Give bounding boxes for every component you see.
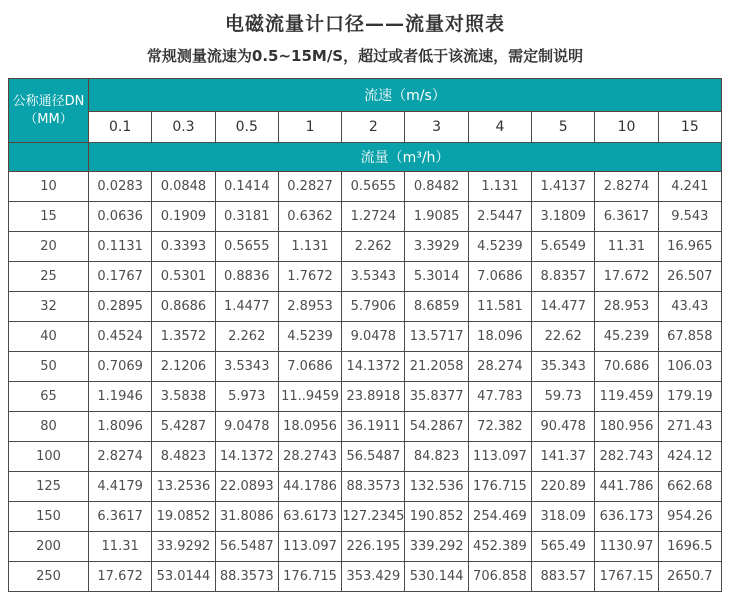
- velocity-header: 流速（m/s）: [89, 79, 722, 112]
- dn-cell: 25: [9, 262, 89, 292]
- flow-value-cell: 8.6859: [405, 292, 468, 322]
- table-row: [9, 382, 722, 412]
- flow-value-cell: 4.5239: [468, 232, 531, 262]
- flow-value-cell: 127.2345: [342, 502, 405, 532]
- flow-value-cell: 43.43: [658, 292, 721, 322]
- velocity-column-header: 1: [278, 112, 341, 143]
- flow-value-cell: 254.469: [468, 502, 531, 532]
- flow-value-cell: 31.8086: [215, 502, 278, 532]
- table-row: [9, 232, 722, 262]
- velocity-values-row: [9, 112, 722, 143]
- flow-value-cell: 452.389: [468, 532, 531, 562]
- flow-value-cell: 23.8918: [342, 382, 405, 412]
- velocity-column-header: 0.1: [89, 112, 152, 143]
- flow-value-cell: 220.89: [532, 472, 595, 502]
- flow-value-cell: 11.31: [595, 232, 658, 262]
- flow-value-cell: 0.2827: [278, 172, 341, 202]
- flow-value-cell: 35.8377: [405, 382, 468, 412]
- flow-value-cell: 3.1809: [532, 202, 595, 232]
- flow-header-spacer: [9, 143, 89, 172]
- flow-value-cell: 0.5655: [215, 232, 278, 262]
- flow-value-cell: 11.31: [89, 532, 152, 562]
- flow-value-cell: 21.2058: [405, 352, 468, 382]
- flow-value-cell: 282.743: [595, 442, 658, 472]
- flow-value-cell: 0.4524: [89, 322, 152, 352]
- flow-value-cell: 0.0848: [152, 172, 215, 202]
- flow-value-cell: 1.1946: [89, 382, 152, 412]
- flow-value-cell: 176.715: [468, 472, 531, 502]
- flow-value-cell: 59.73: [532, 382, 595, 412]
- flow-value-cell: 706.858: [468, 562, 531, 592]
- flow-value-cell: 28.274: [468, 352, 531, 382]
- flow-value-cell: 53.0144: [152, 562, 215, 592]
- flow-value-cell: 9.0478: [342, 322, 405, 352]
- flow-value-cell: 1.131: [278, 232, 341, 262]
- flow-value-cell: 47.783: [468, 382, 531, 412]
- table-row: [9, 442, 722, 472]
- table-row: [9, 172, 722, 202]
- flow-value-cell: 113.097: [468, 442, 531, 472]
- page-subtitle: 常规测量流速为0.5~15M/S，超过或者低于该流速，需定制说明: [146, 47, 584, 65]
- table-row: [9, 532, 722, 562]
- flow-value-cell: 2.8953: [278, 292, 341, 322]
- flow-value-cell: 5.3014: [405, 262, 468, 292]
- flow-value-cell: 0.5301: [152, 262, 215, 292]
- flow-value-cell: 16.965: [658, 232, 721, 262]
- flow-value-cell: 883.57: [532, 562, 595, 592]
- table-row: [9, 202, 722, 232]
- flow-value-cell: 0.2895: [89, 292, 152, 322]
- flow-value-cell: 2.262: [342, 232, 405, 262]
- flow-value-cell: 54.2867: [405, 412, 468, 442]
- flow-value-cell: 88.3573: [342, 472, 405, 502]
- corner-header-line2: （MM）: [24, 111, 73, 127]
- flow-value-cell: 0.8482: [405, 172, 468, 202]
- flow-value-cell: 1.4477: [215, 292, 278, 322]
- flow-value-cell: 113.097: [278, 532, 341, 562]
- flow-value-cell: 0.7069: [89, 352, 152, 382]
- flow-comparison-table: [8, 78, 722, 592]
- flow-value-cell: 9.0478: [215, 412, 278, 442]
- table-row: [9, 562, 722, 592]
- flow-value-cell: 530.144: [405, 562, 468, 592]
- table-row: [9, 322, 722, 352]
- velocity-column-header: 3: [405, 112, 468, 143]
- flow-value-cell: 0.8686: [152, 292, 215, 322]
- flow-table-body: [9, 172, 722, 592]
- flow-value-cell: 90.478: [532, 412, 595, 442]
- flow-value-cell: 2.8274: [595, 172, 658, 202]
- flow-value-cell: 84.823: [405, 442, 468, 472]
- flow-value-cell: 318.09: [532, 502, 595, 532]
- flow-value-cell: 0.3393: [152, 232, 215, 262]
- flow-value-cell: 226.195: [342, 532, 405, 562]
- page-title: 电磁流量计口径——流量对照表: [224, 13, 505, 35]
- flow-value-cell: 441.786: [595, 472, 658, 502]
- flow-value-cell: 179.19: [658, 382, 721, 412]
- dn-cell: 100: [9, 442, 89, 472]
- dn-cell: 250: [9, 562, 89, 592]
- flow-header: 流量（m³/h）: [89, 143, 722, 172]
- flow-value-cell: 88.3573: [215, 562, 278, 592]
- flow-value-cell: 11..9459: [278, 382, 341, 412]
- flow-value-cell: 0.5655: [342, 172, 405, 202]
- dn-cell: 20: [9, 232, 89, 262]
- flow-value-cell: 22.0893: [215, 472, 278, 502]
- table-row: [9, 262, 722, 292]
- dn-cell: 65: [9, 382, 89, 412]
- velocity-header-row: [9, 79, 722, 112]
- dn-cell: 125: [9, 472, 89, 502]
- flow-value-cell: 5.4287: [152, 412, 215, 442]
- flow-value-cell: 8.4823: [152, 442, 215, 472]
- flow-value-cell: 5.6549: [532, 232, 595, 262]
- velocity-column-header: 4: [468, 112, 531, 143]
- flow-value-cell: 7.0686: [468, 262, 531, 292]
- velocity-column-header: 10: [595, 112, 658, 143]
- flow-value-cell: 28.953: [595, 292, 658, 322]
- flow-value-cell: 0.1767: [89, 262, 152, 292]
- flow-value-cell: 3.5343: [342, 262, 405, 292]
- flow-value-cell: 0.0636: [89, 202, 152, 232]
- flow-value-cell: 339.292: [405, 532, 468, 562]
- flow-value-cell: 35.343: [532, 352, 595, 382]
- flow-value-cell: 22.62: [532, 322, 595, 352]
- corner-header-line1: 公称通径DN: [12, 93, 85, 109]
- flow-value-cell: 2.8274: [89, 442, 152, 472]
- dn-cell: 80: [9, 412, 89, 442]
- page-header: [0, 0, 730, 66]
- flow-value-cell: 1.131: [468, 172, 531, 202]
- flow-value-cell: 5.973: [215, 382, 278, 412]
- flow-value-cell: 19.0852: [152, 502, 215, 532]
- flow-value-cell: 180.956: [595, 412, 658, 442]
- flow-value-cell: 106.03: [658, 352, 721, 382]
- flow-value-cell: 1.9085: [405, 202, 468, 232]
- flow-value-cell: 1.4137: [532, 172, 595, 202]
- flow-value-cell: 662.68: [658, 472, 721, 502]
- flow-value-cell: 18.0956: [278, 412, 341, 442]
- flow-value-cell: 176.715: [278, 562, 341, 592]
- flow-value-cell: 0.1131: [89, 232, 152, 262]
- velocity-column-header: 15: [658, 112, 721, 143]
- flow-value-cell: 70.686: [595, 352, 658, 382]
- flow-value-cell: 67.858: [658, 322, 721, 352]
- flow-value-cell: 353.429: [342, 562, 405, 592]
- flow-value-cell: 636.173: [595, 502, 658, 532]
- flow-value-cell: 190.852: [405, 502, 468, 532]
- flow-value-cell: 26.507: [658, 262, 721, 292]
- flow-value-cell: 4.241: [658, 172, 721, 202]
- velocity-column-header: 2: [342, 112, 405, 143]
- flow-value-cell: 9.543: [658, 202, 721, 232]
- velocity-column-header: 0.3: [152, 112, 215, 143]
- flow-value-cell: 13.2536: [152, 472, 215, 502]
- flow-value-cell: 0.6362: [278, 202, 341, 232]
- dn-cell: 32: [9, 292, 89, 322]
- flow-value-cell: 28.2743: [278, 442, 341, 472]
- flow-value-cell: 3.3929: [405, 232, 468, 262]
- flow-value-cell: 0.0283: [89, 172, 152, 202]
- flow-value-cell: 8.8357: [532, 262, 595, 292]
- table-row: [9, 502, 722, 532]
- flow-value-cell: 132.536: [405, 472, 468, 502]
- table-row: [9, 352, 722, 382]
- flow-value-cell: 72.382: [468, 412, 531, 442]
- velocity-column-header: 5: [532, 112, 595, 143]
- flow-value-cell: 1.7672: [278, 262, 341, 292]
- dn-cell: 10: [9, 172, 89, 202]
- flow-value-cell: 1.3572: [152, 322, 215, 352]
- flow-value-cell: 2.262: [215, 322, 278, 352]
- flow-value-cell: 2.5447: [468, 202, 531, 232]
- flow-value-cell: 1767.15: [595, 562, 658, 592]
- dn-cell: 40: [9, 322, 89, 352]
- flow-value-cell: 0.1414: [215, 172, 278, 202]
- flow-value-cell: 271.43: [658, 412, 721, 442]
- table-row: [9, 412, 722, 442]
- dn-cell: 50: [9, 352, 89, 382]
- flow-value-cell: 6.3617: [595, 202, 658, 232]
- flow-value-cell: 1696.5: [658, 532, 721, 562]
- dn-cell: 150: [9, 502, 89, 532]
- flow-value-cell: 44.1786: [278, 472, 341, 502]
- flow-value-cell: 17.672: [89, 562, 152, 592]
- flow-value-cell: 63.6173: [278, 502, 341, 532]
- flow-value-cell: 0.3181: [215, 202, 278, 232]
- flow-value-cell: 1.2724: [342, 202, 405, 232]
- flow-value-cell: 2.1206: [152, 352, 215, 382]
- flow-value-cell: 4.5239: [278, 322, 341, 352]
- flow-value-cell: 119.459: [595, 382, 658, 412]
- flow-value-cell: 14.477: [532, 292, 595, 322]
- flow-value-cell: 141.37: [532, 442, 595, 472]
- flow-value-cell: 954.26: [658, 502, 721, 532]
- flow-value-cell: 13.5717: [405, 322, 468, 352]
- table-row: [9, 292, 722, 322]
- flow-value-cell: 1.8096: [89, 412, 152, 442]
- flow-value-cell: 56.5487: [342, 442, 405, 472]
- flow-value-cell: 45.239: [595, 322, 658, 352]
- flow-value-cell: 3.5343: [215, 352, 278, 382]
- flow-value-cell: 11.581: [468, 292, 531, 322]
- dn-cell: 200: [9, 532, 89, 562]
- velocity-column-header: 0.5: [215, 112, 278, 143]
- corner-header-dn: [9, 79, 89, 143]
- flow-value-cell: 565.49: [532, 532, 595, 562]
- flow-value-cell: 7.0686: [278, 352, 341, 382]
- flow-value-cell: 1130.97: [595, 532, 658, 562]
- flow-value-cell: 14.1372: [215, 442, 278, 472]
- flow-value-cell: 36.1911: [342, 412, 405, 442]
- flow-value-cell: 0.8836: [215, 262, 278, 292]
- flow-header-row: [9, 143, 722, 172]
- flow-value-cell: 14.1372: [342, 352, 405, 382]
- flow-value-cell: 4.4179: [89, 472, 152, 502]
- flow-value-cell: 17.672: [595, 262, 658, 292]
- flow-value-cell: 0.1909: [152, 202, 215, 232]
- dn-cell: 15: [9, 202, 89, 232]
- flow-value-cell: 424.12: [658, 442, 721, 472]
- flow-value-cell: 5.7906: [342, 292, 405, 322]
- flow-value-cell: 18.096: [468, 322, 531, 352]
- flow-value-cell: 2650.7: [658, 562, 721, 592]
- flow-value-cell: 3.5838: [152, 382, 215, 412]
- flow-value-cell: 6.3617: [89, 502, 152, 532]
- flow-value-cell: 33.9292: [152, 532, 215, 562]
- flow-value-cell: 56.5487: [215, 532, 278, 562]
- table-row: [9, 472, 722, 502]
